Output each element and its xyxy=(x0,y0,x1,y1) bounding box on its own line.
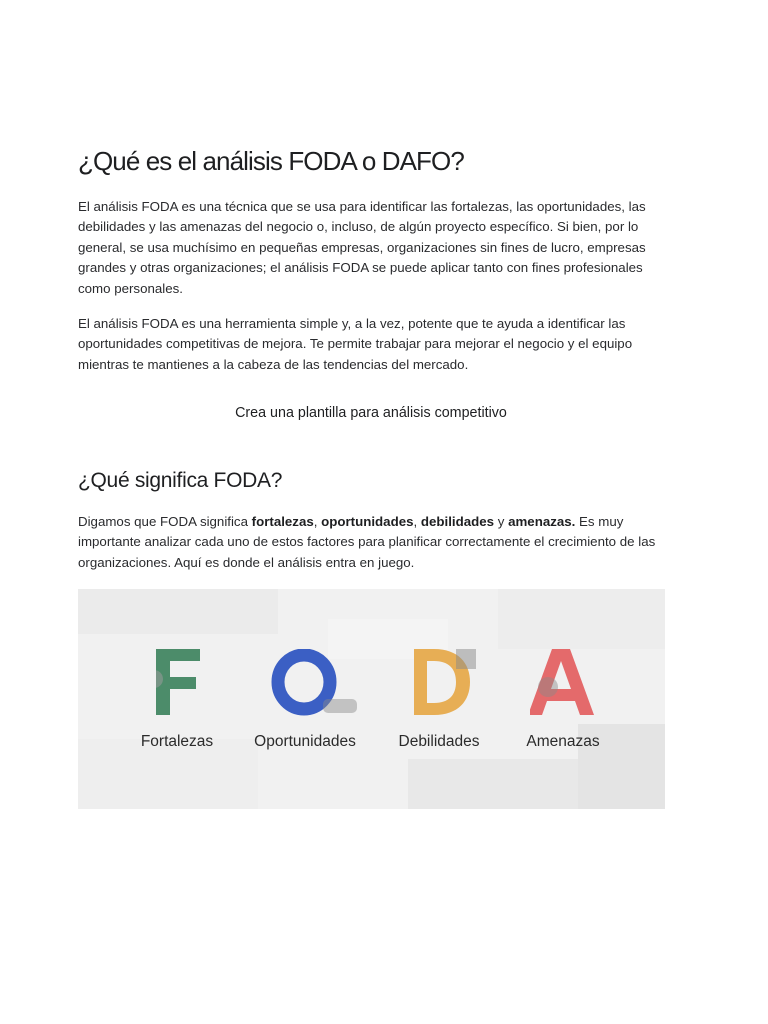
letter-f-glyph-icon xyxy=(156,649,212,717)
letter-f xyxy=(156,649,212,717)
letter-o xyxy=(271,649,363,721)
separator: , xyxy=(413,514,421,529)
label-fortalezas: Fortalezas xyxy=(140,733,214,750)
template-link[interactable]: Crea una plantilla para análisis competitivo xyxy=(235,405,507,421)
letter-a-glyph-icon xyxy=(530,649,596,719)
intro-paragraph-2: El análisis FODA es una herramienta simple y, a la vez, potente que te ayuda a identificar las oportunidades competitivas de mejora. Te permite trabajar para mejorar el negocio y el equipo mientras te mantienes a la cabeza de las tendencias del mercado. xyxy=(78,316,633,372)
term-oportunidades: oportunidades xyxy=(321,514,414,529)
page-title: ¿Qué es el análisis FODA o DAFO? xyxy=(78,146,464,176)
label-amenazas: Amenazas xyxy=(526,733,600,750)
meaning-paragraph xyxy=(78,512,668,573)
meaning-lead: Digamos que FODA significa xyxy=(78,514,252,529)
texture-panel xyxy=(78,589,278,634)
texture-panel xyxy=(498,589,665,649)
label-debilidades: Debilidades xyxy=(398,733,480,750)
letter-a xyxy=(530,649,596,719)
separator: y xyxy=(494,514,509,529)
intro-paragraph-1: El análisis FODA es una técnica que se usa para identificar las fortalezas, las oportunidades, las debilidades y las amenazas del negocio o, incluso, de algún proyecto específico. Si bien, por lo general, se usa muchísimo en pequeñas empresas, organizaciones sin fines de lucro, empresas grandes y otras organizaciones; el análisis FODA se puede aplicar tanto con fines profesionales como personales. xyxy=(78,199,646,296)
term-amenazas: amenazas. xyxy=(508,514,576,529)
foda-illustration xyxy=(78,589,665,809)
term-fortalezas: fortalezas xyxy=(251,514,314,529)
letter-d xyxy=(414,649,484,719)
section-heading: ¿Qué significa FODA? xyxy=(78,469,283,492)
term-debilidades: debilidades xyxy=(420,514,495,529)
letter-o-glyph-icon xyxy=(271,649,363,721)
separator: , xyxy=(313,514,322,529)
meaning-tail: Es muy importante analizar cada uno de estos factores para planificar correctamente el crecimiento de las organizaciones. Aquí es donde el análisis entra en juego. xyxy=(78,514,656,570)
label-oportunidades: Oportunidades xyxy=(254,733,356,750)
letter-d-glyph-icon xyxy=(414,649,484,719)
